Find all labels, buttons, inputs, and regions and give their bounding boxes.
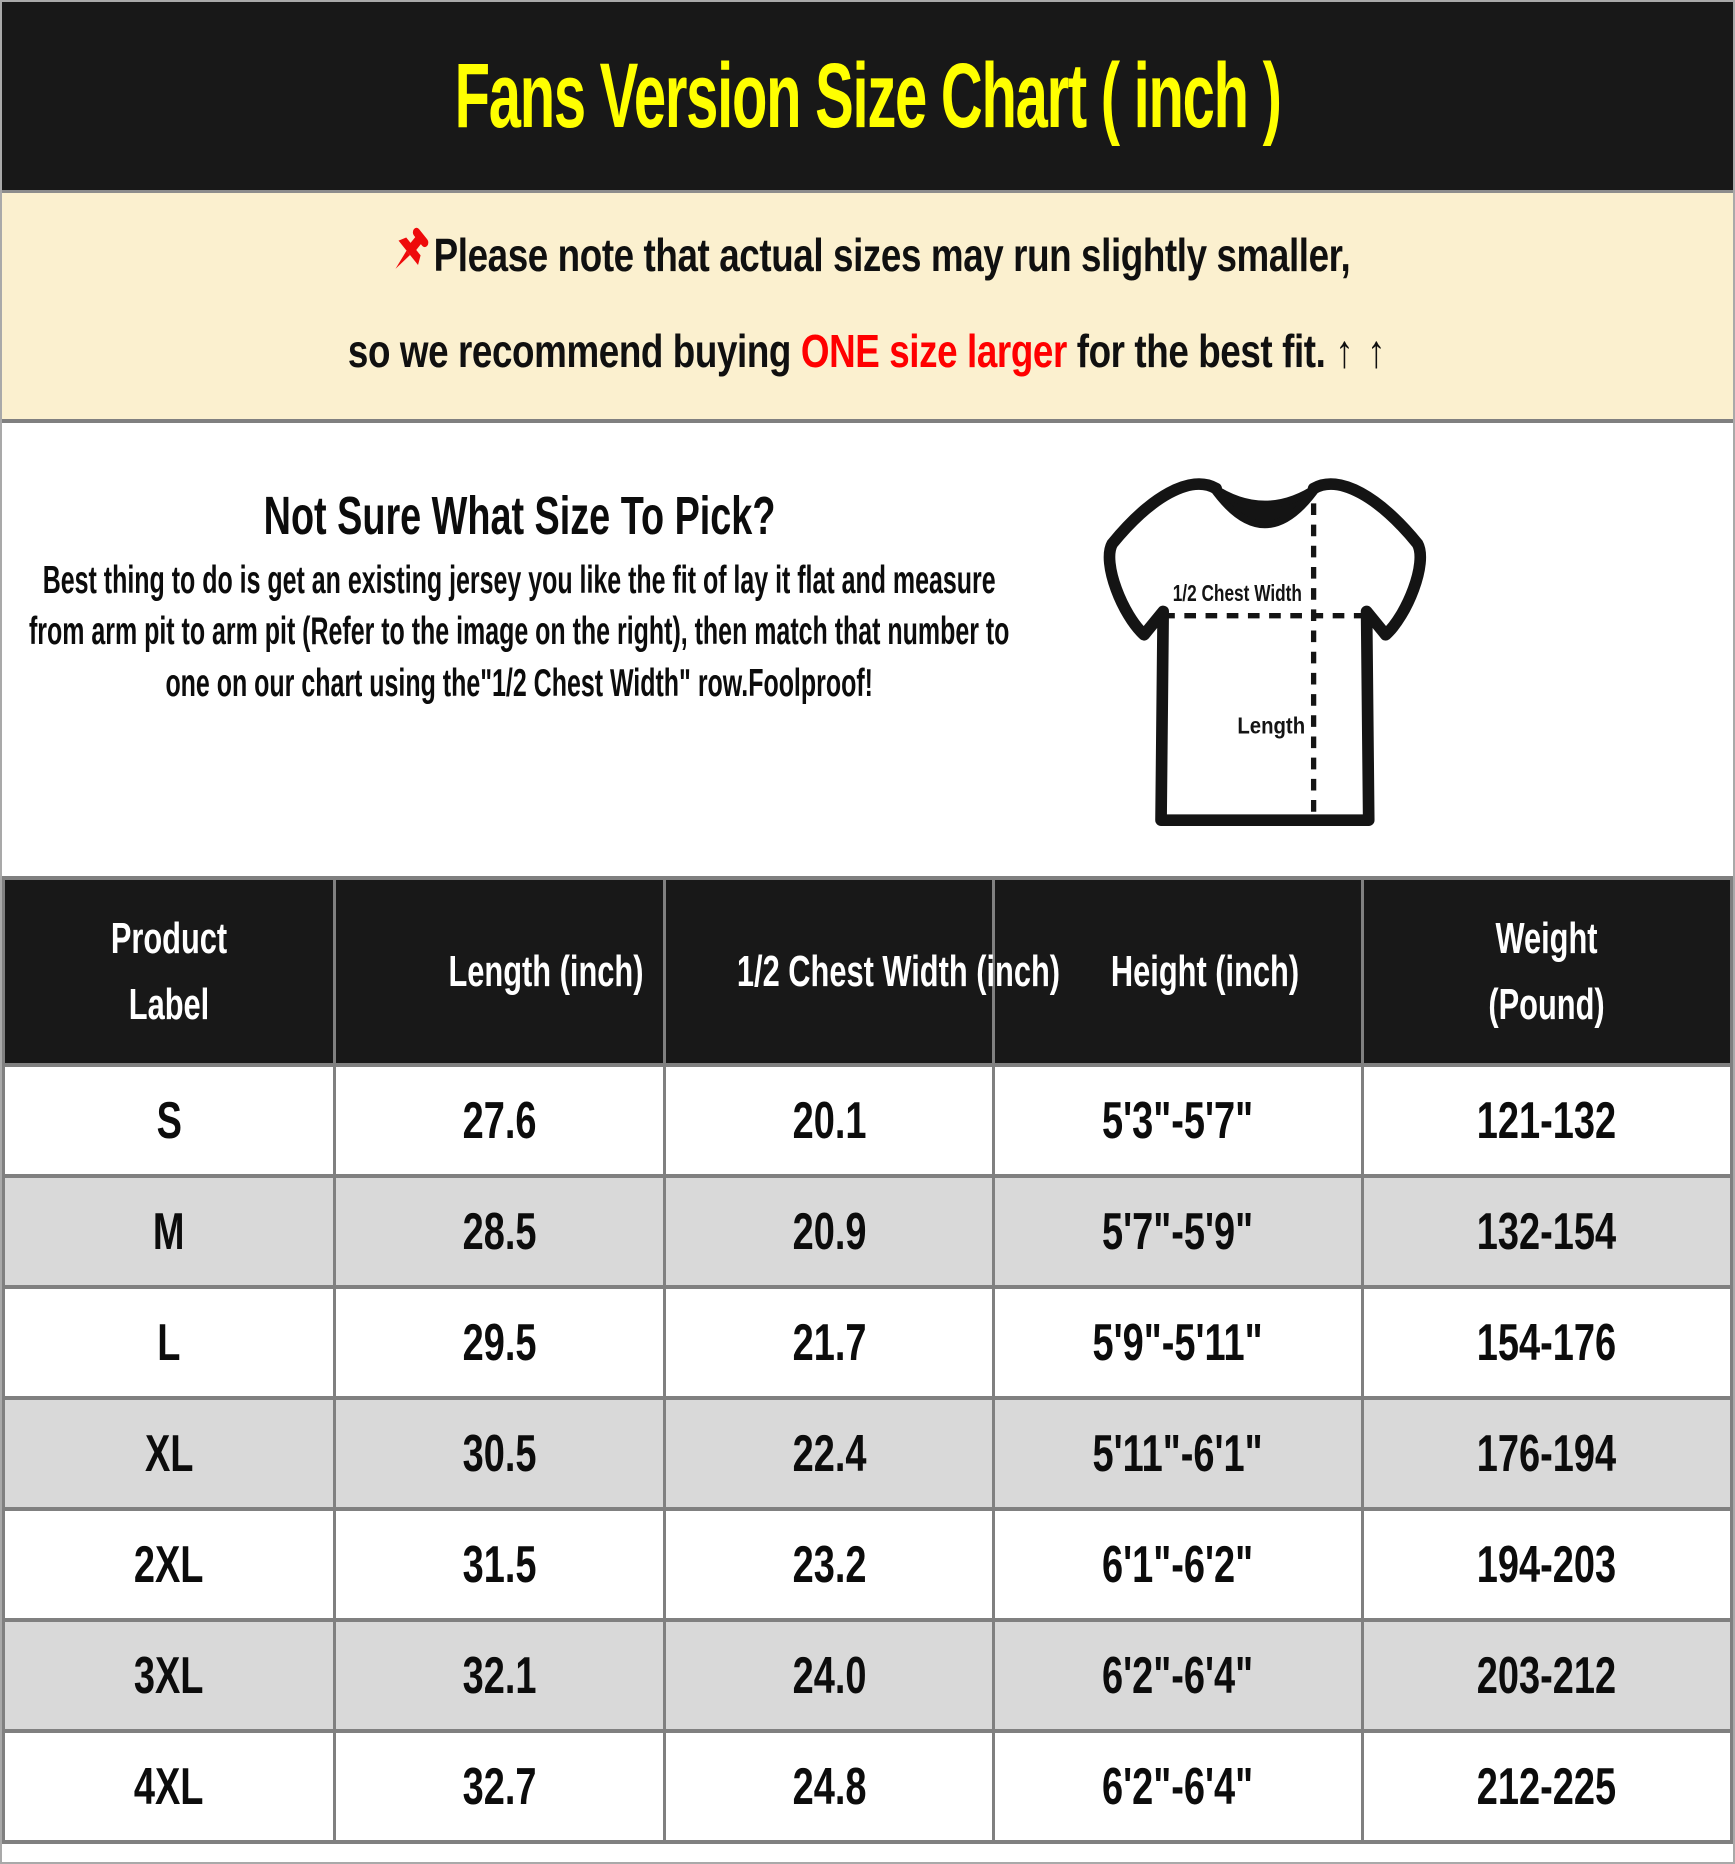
cell-length: 31.5 [334,1509,665,1620]
page-title: Fans Version Size Chart ( inch ) [454,44,1281,147]
table-row-s [4,1065,1732,1176]
guide-body-text: Best thing to do is get an existing jersey you like the fit of lay it flat and measure from arm pit to arm pit (Refer to the image on the right), then match that number to one on our chart using the"1/2 Chest Width" row.Foolproof! [28,559,1010,705]
cell-height: 6'1"-6'2" [994,1509,1363,1620]
cell-length: 28.5 [334,1176,665,1287]
cell-height: 5'9"-5'11" [994,1287,1363,1398]
header-cell-chest-width: 1/2 Chest Width (inch) [665,878,994,1065]
cell-weight: 194-203 [1362,1509,1731,1620]
tshirt-measurement-diagram [1089,465,1445,831]
table-row-l [4,1287,1732,1398]
cell-size: XL [4,1398,335,1509]
cell-weight: 154-176 [1362,1287,1731,1398]
cell-weight: 203-212 [1362,1620,1731,1731]
note-line-2 [2,303,1733,399]
title-bar [2,2,1733,193]
cell-chest: 24.8 [665,1731,994,1842]
cell-chest: 21.7 [665,1287,994,1398]
sizing-guide-section [2,423,1733,876]
tshirt-outline [1109,484,1420,820]
note-text-2-prefix: so we recommend buying [347,325,801,377]
table-row-m [4,1176,1732,1287]
note-text-1: Please note that actual sizes may run slightly smaller, [433,229,1350,281]
cell-height: 6'2"-6'4" [994,1620,1363,1731]
cell-length: 30.5 [334,1398,665,1509]
chest-width-label: 1/2 Chest Width [1172,579,1302,606]
table-row-3xl [4,1620,1732,1731]
cell-chest: 20.9 [665,1176,994,1287]
cell-chest: 23.2 [665,1509,994,1620]
header-cell-height: Height (inch) [994,878,1363,1065]
cell-size: S [4,1065,335,1176]
size-table [2,876,1733,1844]
header-cell-length: Length (inch) [334,878,665,1065]
cell-height: 6'2"-6'4" [994,1731,1363,1842]
table-row-2xl [4,1509,1732,1620]
cell-height: 5'3"-5'7" [994,1065,1363,1176]
note-line-1 [2,207,1733,303]
guide-text-block [2,423,1037,876]
guide-diagram-block [1037,423,1733,876]
length-label: Length [1237,712,1306,739]
table-row-xl [4,1398,1732,1509]
note-banner [2,193,1733,423]
cell-chest: 24.0 [665,1620,994,1731]
cell-weight: 176-194 [1362,1398,1731,1509]
cell-length: 32.7 [334,1731,665,1842]
cell-size: L [4,1287,335,1398]
cell-weight: 121-132 [1362,1065,1731,1176]
cell-weight: 132-154 [1362,1176,1731,1287]
guide-heading: Not Sure What Size To Pick? [263,486,776,546]
note-text-2-suffix: for the best fit. [1066,325,1336,377]
cell-height: 5'11"-6'1" [994,1398,1363,1509]
header-cell-product-label: Product Label [4,878,335,1065]
header-cell-weight: Weight (Pound) [1362,878,1731,1065]
cell-height: 5'7"-5'9" [994,1176,1363,1287]
cell-length: 32.1 [334,1620,665,1731]
cell-size: 3XL [4,1620,335,1731]
note-highlight: ONE size larger [800,325,1067,377]
cell-chest: 22.4 [665,1398,994,1509]
table-row-4xl [4,1731,1732,1842]
cell-length: 29.5 [334,1287,665,1398]
up-arrows-icon: ↑ ↑ [1335,325,1388,377]
cell-length: 27.6 [334,1065,665,1176]
cell-size: 4XL [4,1731,335,1842]
cell-chest: 20.1 [665,1065,994,1176]
table-header-row [4,878,1732,1065]
cell-size: 2XL [4,1509,335,1620]
cell-weight: 212-225 [1362,1731,1731,1842]
cell-size: M [4,1176,335,1287]
